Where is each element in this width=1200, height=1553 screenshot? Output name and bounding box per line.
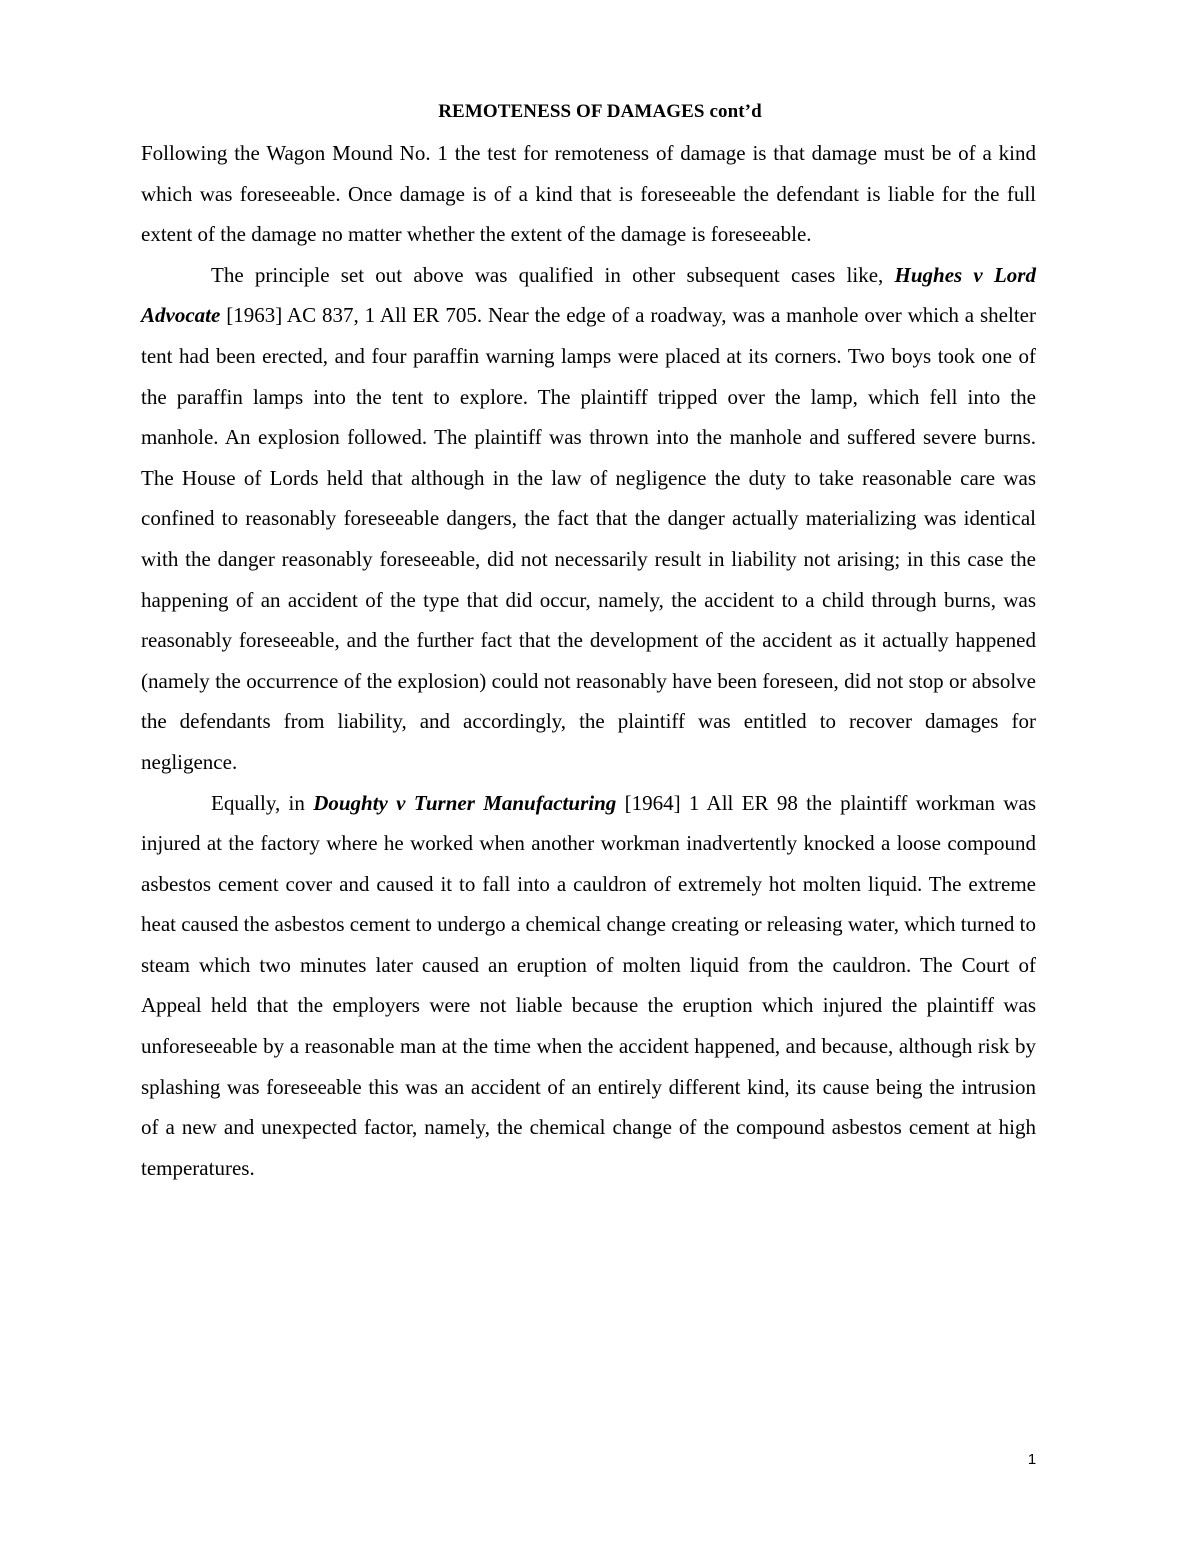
paragraph-hughes-intro: The principle set out above was qualified in other subsequent cases like, <box>211 262 895 287</box>
document-body <box>141 133 1036 1188</box>
page-number: 1 <box>1027 1451 1037 1468</box>
paragraph-doughty-text: [1964] 1 All ER 98 the plaintiff workman was injured at the factory where he worked when another workman inadvertently knocked a loose compound asbestos cement cover and caused it to fall into a cauldron of extremely hot molten liquid. The extreme heat caused the asbestos cement to undergo a chemical change creating or releasing water, which turned to steam which two minutes later caused an eruption of molten liquid from the cauldron. The Court of Appeal held that the employers were not liable because the eruption which injured the plaintiff was unforeseeable by a reasonable man at the time when the accident happened, and because, although risk by splashing was foreseeable this was an accident of an entirely different kind, its cause being the intrusion of a new and unexpected factor, namely, the chemical change of the compound asbestos cement at high temperatures. <box>141 790 1037 1180</box>
paragraph-hughes-text: [1963] AC 837, 1 All ER 705. Near the edge of a roadway, was a manhole over which a shelter tent had been erected, and four paraffin warning lamps were placed at its corners. Two boys took one of the paraffin lamps into the tent to explore. The plaintiff tripped over the lamp, which fell into the manhole. An explosion followed. The plaintiff was thrown into the manhole and suffered severe burns. The House of Lords held that although in the law of negligence the duty to take reasonable care was confined to reasonably foreseeable dangers, the fact that the danger actually materializing was identical with the danger reasonably foreseeable, did not necessarily result in liability not arising; in this case the happening of an accident of the type that did occur, namely, the accident to a child through burns, was reasonably foreseeable, and the further fact that the development of the accident as it actually happened (namely the occurrence of the explosion) could not reasonably have been foreseen, did not stop or absolve the defendants from liability, and accordingly, the plaintiff was entitled to recover damages for negligence. <box>141 303 1036 774</box>
case-name-doughty: Doughty v Turner Manufacturing <box>313 790 617 815</box>
case-name-hughes: Hughes v Lord Advocate <box>141 262 1036 328</box>
paragraph-doughty-intro: Equally, in <box>211 790 314 815</box>
page-title: REMOTENESS OF DAMAGES cont’d <box>438 101 762 122</box>
paragraph-doughty <box>141 783 1036 1189</box>
paragraph-hughes <box>141 255 1036 783</box>
paragraph-wagon-mound: Following the Wagon Mound No. 1 the test for remoteness of damage is that damage must be of a kind which was foreseeable. Once damage is of a kind that is foreseeable the defendant is liable for the full extent of the damage no matter whether the extent of the damage is foreseeable. <box>141 141 1036 247</box>
